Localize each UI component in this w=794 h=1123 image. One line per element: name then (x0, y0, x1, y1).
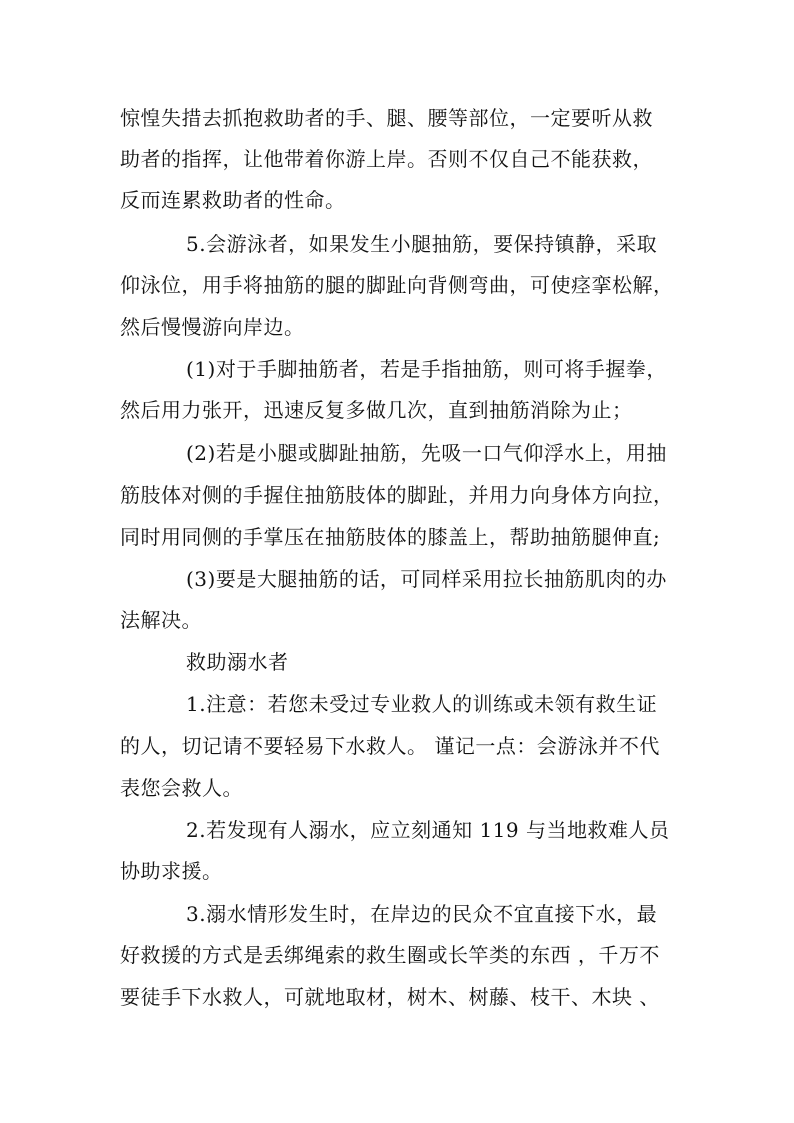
paragraph-line: 反而连累救助者的性命。 (120, 188, 346, 212)
paragraph-line: 然后慢慢游向岸边。 (120, 315, 305, 339)
paragraph-line: (1)对于手脚抽筋者，若是手指抽筋，则可将手握拳， (186, 357, 667, 381)
paragraph-line: (2)若是小腿或脚趾抽筋，先吸一口气仰浮水上，用抽 (186, 441, 667, 465)
paragraph-line: 5.会游泳者，如果发生小腿抽筋，要保持镇静，采取 (186, 232, 658, 256)
paragraph-line: 协助求援。 (120, 859, 223, 883)
paragraph-line: 仰泳位，用手将抽筋的腿的脚趾向背侧弯曲，可使痉挛松解， (120, 273, 674, 297)
paragraph-line: 表您会救人。 (120, 776, 243, 800)
paragraph-line: 2.若发现有人溺水，应立刻通知 119 与当地救难人员 (186, 818, 670, 842)
paragraph-line: 好救援的方式是丢绑绳索的救生圈或长竿类的东西 ，千万不 (120, 943, 660, 967)
paragraph-line: (3)要是大腿抽筋的话，可同样采用拉长抽筋肌肉的办 (186, 567, 667, 591)
paragraph-line: 然后用力张开，迅速反复多做几次，直到抽筋消除为止； (120, 398, 633, 422)
paragraph-line: 筋肢体对侧的手握住抽筋肢体的脚趾，并用力向身体方向拉， (120, 483, 674, 507)
paragraph-line: 3.溺水情形发生时，在岸边的民众不宜直接下水，最 (186, 902, 658, 926)
paragraph-line: 的人，切记请不要轻易下水救人。 谨记一点：会游泳并不代 (120, 734, 660, 758)
paragraph-line: 惊惶失措去抓抱救助者的手、腿、腰等部位，一定要听从救 (120, 106, 653, 130)
section-heading: 救助溺水者 (186, 650, 289, 674)
paragraph-line: 同时用同侧的手掌压在抽筋肢体的膝盖上，帮助抽筋腿伸直; (120, 525, 661, 549)
paragraph-line: 法解决。 (120, 608, 202, 632)
paragraph-line: 要徒手下水救人，可就地取材，树木、树藤、枝干、木块 、 (120, 985, 660, 1009)
paragraph-line: 1.注意：若您未受过专业救人的训练或未领有救生证 (186, 692, 658, 716)
paragraph-line: 助者的指挥，让他带着你游上岸。否则不仅自己不能获救， (120, 147, 653, 171)
